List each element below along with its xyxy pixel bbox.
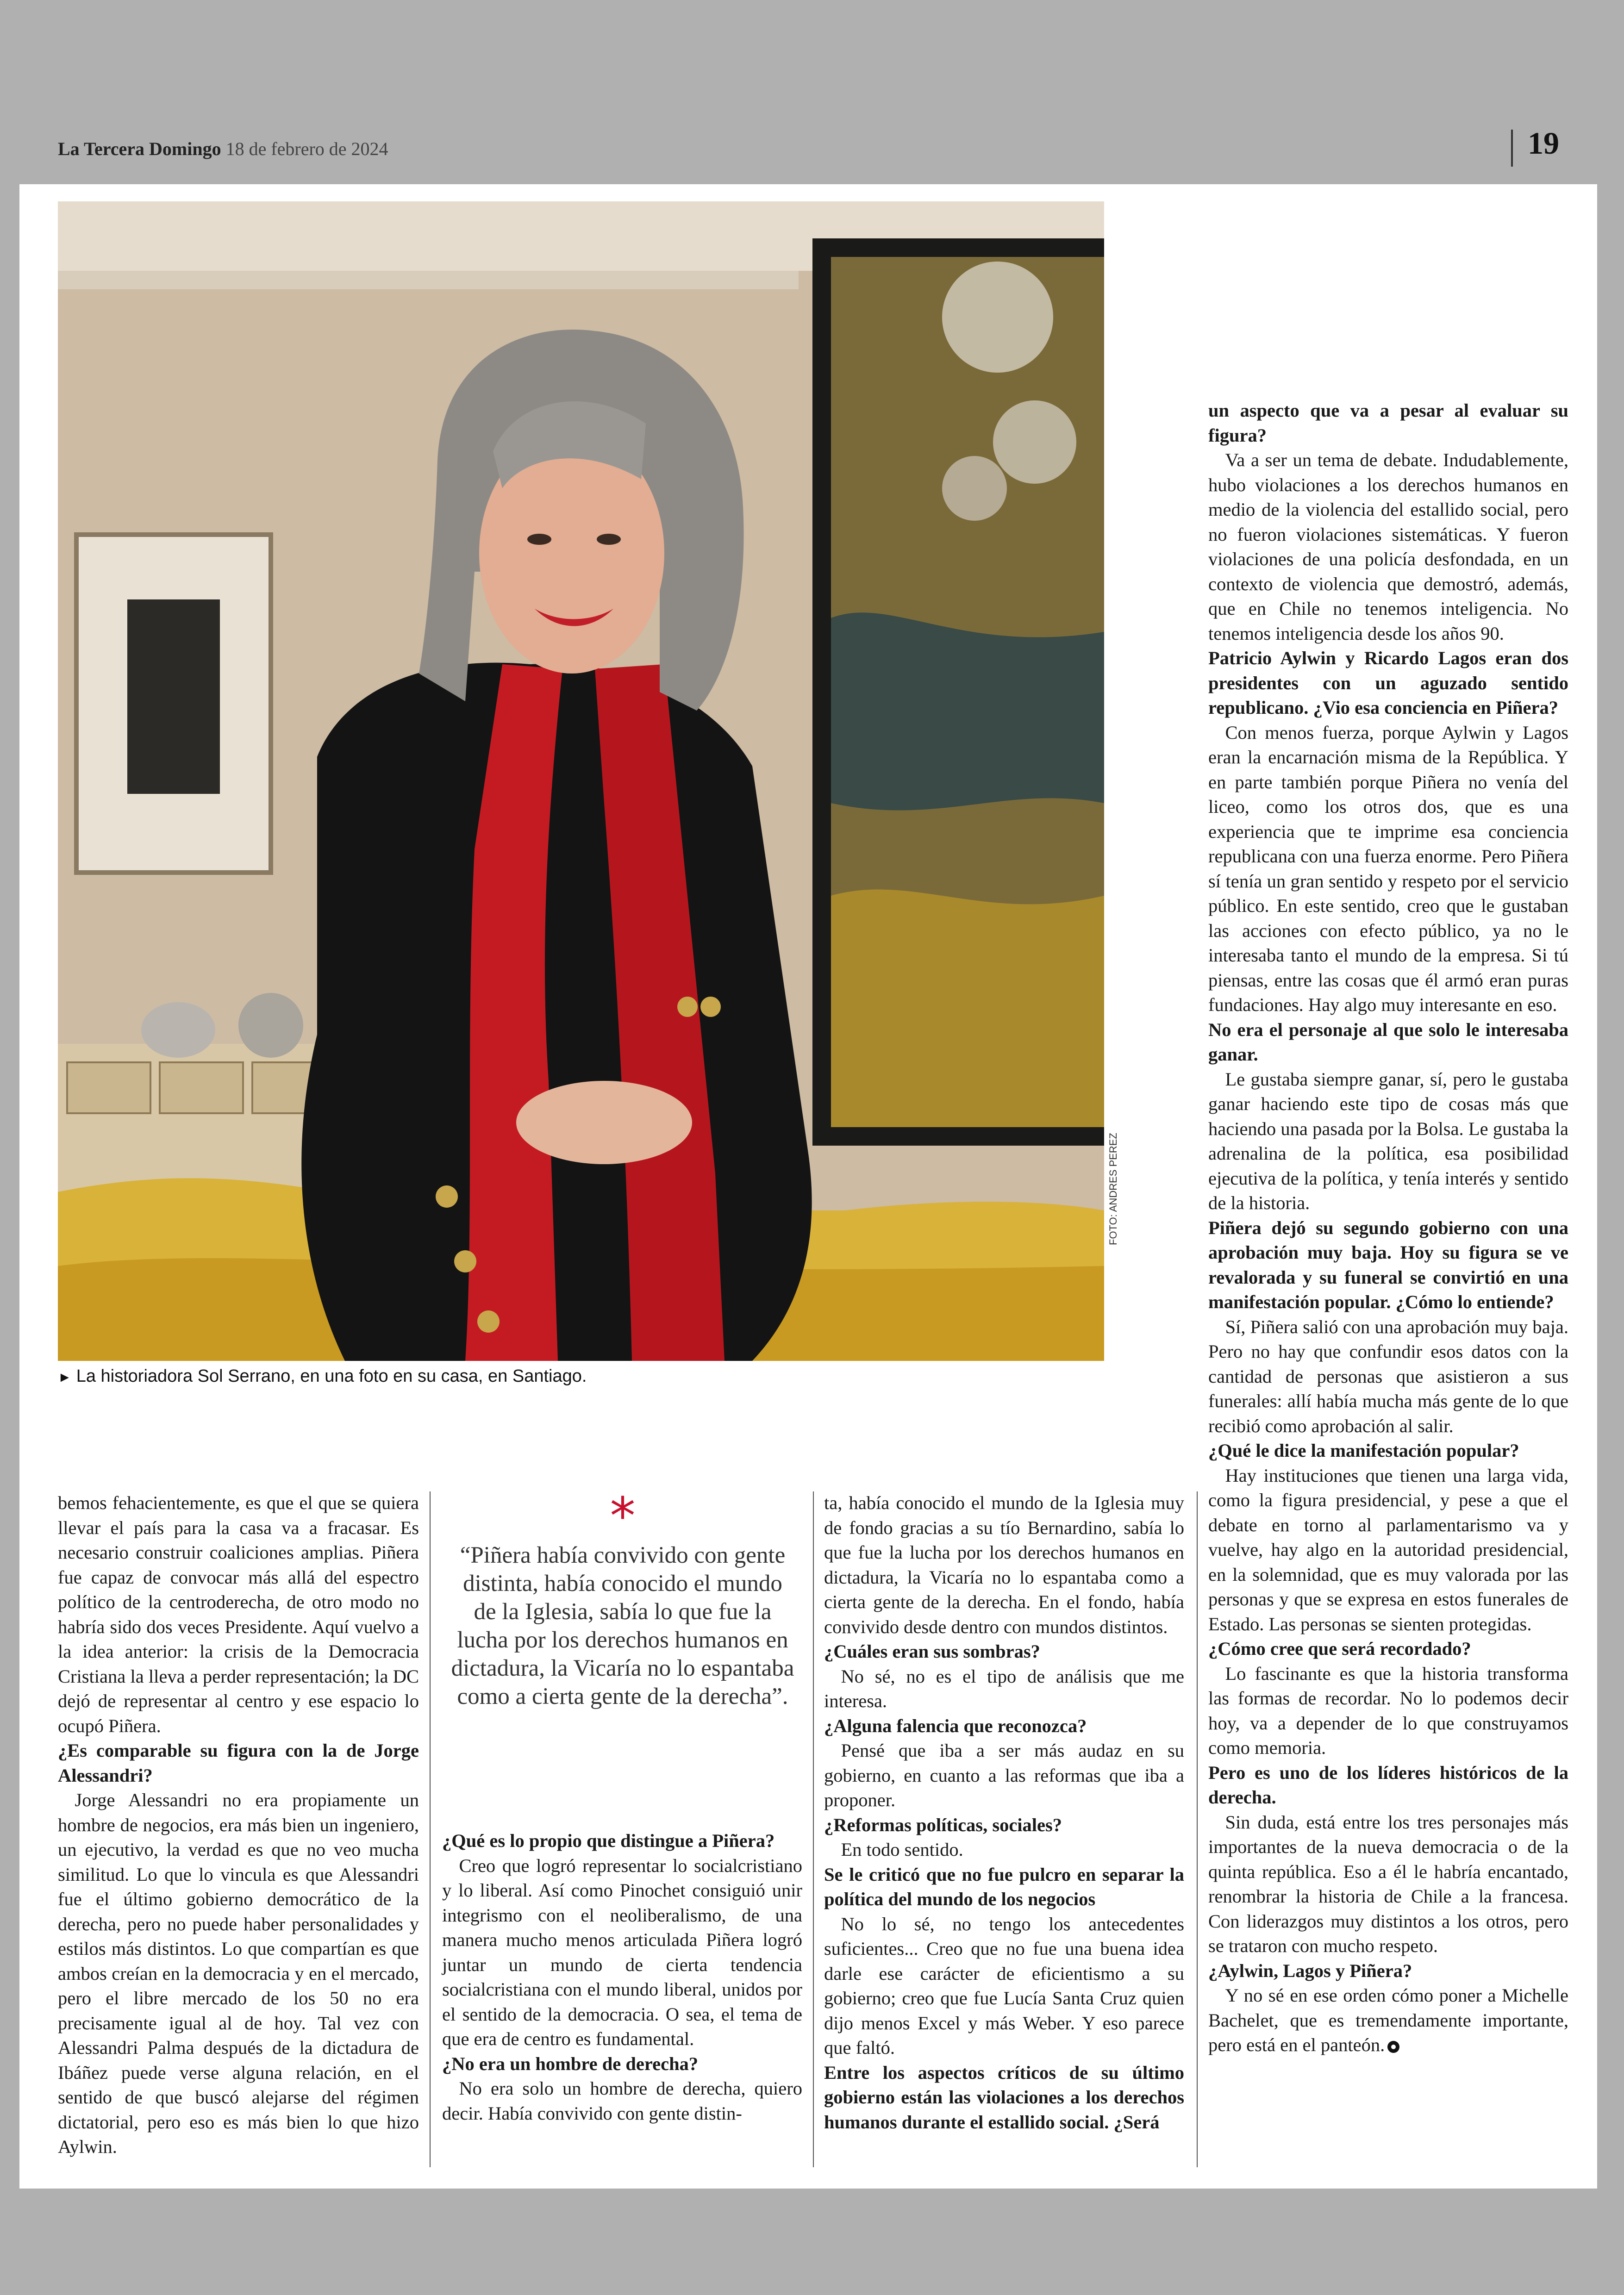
paragraph: No lo sé, no tengo los antecedentes suficientes... Creo que no fue una buena idea darle ese carácter de eficientismo a su gobierno; creo que fue Lucía Santa Cruz quien dijo menos Excel y más Weber. Y eso parece que faltó. bbox=[824, 1913, 1184, 2058]
interview-question: Piñera dejó su segundo gobierno con una aprobación muy baja. Hoy su figura se ve revalorada y su funeral se convirtió en una manifestación popular. ¿Cómo lo entiende? bbox=[1208, 1217, 1568, 1312]
paragraph: Le gustaba siempre ganar, sí, pero le gustaba ganar haciendo este tipo de cosas más que haciendo una pasada por la Bolsa. Le gustaba la adrenalina de la política, esa posibilidad ejecutiva de la política, y tenía interés y sentido de la historia. bbox=[1208, 1068, 1568, 1213]
interview-question: ¿No era un hombre de derecha? bbox=[442, 2053, 699, 2074]
paragraph: bemos fehacientemente, es que el que se quiera llevar el país para la casa va a fracasar. Es necesario construir coaliciones amplias. Piñera fue capaz de convocar más allá del espectro político de la centroderecha, de otro modo no habría sido dos veces Presidente. Aquí vuelvo a la idea anterior: la crisis de la Democracia Cristiana la lleva a perder representación; la DC dejó de representar al centro y ese espacio lo ocupó Piñera. bbox=[58, 1492, 419, 1736]
interview-question: No era el personaje al que solo le interesaba ganar. bbox=[1208, 1019, 1568, 1065]
portrait-photo bbox=[58, 201, 1104, 1361]
caption-arrow-icon: ► bbox=[58, 1370, 72, 1385]
interview-question: Entre los aspectos críticos de su último gobierno están las violaciones a los derechos humanos durante el estallido social. ¿Será bbox=[824, 2062, 1184, 2133]
paragraph: Creo que logró representar lo socialcristiano y lo liberal. Así como Pinochet consiguió unir integrismo con el neoliberalismo, de una manera mucho menos articulada Piñera logró juntar un mundo de cierta tendencia socialcristiana con el mundo liberal, unidos por el sentido de la democracia. O sea, el tema de que era de centro es fundamental. bbox=[442, 1855, 802, 2049]
paragraph bbox=[1208, 1983, 1568, 2058]
interview-question: Se le criticó que no fue pulcro en separar la política del mundo de los negocios bbox=[824, 1864, 1184, 1909]
paragraph: Va a ser un tema de debate. Indudablemente, hubo violaciones a los derechos humanos en medio de la violencia del estallido social, pero no fueron violaciones sistemáticas. Y fueron violaciones de una policía desfondada, en un contexto de violencia que demostró, además, que en Chile no tenemos inteligencia. No tenemos inteligencia desde los años 90. bbox=[1208, 449, 1568, 644]
article-column-1 bbox=[58, 1491, 419, 2159]
article-column-2 bbox=[442, 1828, 802, 2126]
photo-credit: FOTO: ANDRES PEREZ bbox=[1107, 1133, 1119, 1245]
interview-question: ¿Qué es lo propio que distingue a Piñera? bbox=[442, 1830, 775, 1851]
interview-question: ¿Cómo cree que será recordado? bbox=[1208, 1638, 1471, 1659]
interview-question: ¿Cuáles eran sus sombras? bbox=[824, 1641, 1040, 1662]
header-divider bbox=[1511, 130, 1513, 167]
interview-question: ¿Alguna falencia que reconozca? bbox=[824, 1715, 1087, 1736]
article-column-4 bbox=[1208, 398, 1568, 2058]
pull-quote: “Piñera había convivido con gente distinta, había conocido el mundo de la Iglesia, sabía lo que fue la lucha por los derechos humanos en dictadura, la Vicaría no lo espantaba como a cierta gente de la derecha”. bbox=[451, 1542, 794, 1709]
column-divider bbox=[1197, 1491, 1198, 2167]
paragraph: Sí, Piñera salió con una aprobación muy baja. Pero no hay que confundir esos datos con la cantidad de personas que asistieron a sus funerales: allí había mucha más gente de lo que recibió como aprobación al salir. bbox=[1208, 1316, 1568, 1436]
article-column-3 bbox=[824, 1491, 1184, 2134]
publication-date: 18 de febrero de 2024 bbox=[225, 138, 388, 159]
paragraph: Sin duda, está entre los tres personajes más importantes de la nueva democracia o de la quinta república. Eso a él le habría encantado, renombrar la historia de Chile a la francesa. Con liderazgos muy distintos a los otros, pero se trataron con mucho respeto. bbox=[1208, 1811, 1568, 1956]
photo-caption bbox=[58, 1366, 587, 1386]
paragraph: No sé, no es el tipo de análisis que me interesa. bbox=[824, 1665, 1184, 1711]
paragraph: Hay instituciones que tienen una larga vida, como la figura presidencial, y pese a que el debate en torno al parlamentarismo va y vuelve, hay algo en la autoridad presidencial, en la solemnidad, que es muy valorada por las personas y que se expresa en estos funerales de Estado. Las personas se sienten protegidas. bbox=[1208, 1465, 1568, 1634]
interview-question: Patricio Aylwin y Ricardo Lagos eran dos presidentes con un aguzado sentido republicano. ¿Vio esa conciencia en Piñera? bbox=[1208, 648, 1568, 718]
column-divider bbox=[813, 1491, 814, 2167]
interview-question: ¿Es comparable su figura con la de Jorge Alessandri? bbox=[58, 1740, 419, 1786]
interview-question: ¿Aylwin, Lagos y Piñera? bbox=[1208, 1960, 1412, 1981]
page-number: 19 bbox=[1528, 125, 1559, 161]
interview-question: Pero es uno de los líderes históricos de la derecha. bbox=[1208, 1762, 1568, 1808]
paragraph: Lo fascinante es que la historia transforma las formas de recordar. No lo podemos decir hoy, va a depender de lo que construyamos como memoria. bbox=[1208, 1663, 1568, 1758]
paragraph: No era solo un hombre de derecha, quiero decir. Había convivido con gente distin- bbox=[442, 2078, 802, 2124]
paragraph: Jorge Alessandri no era propiamente un hombre de negocios, era más bien un ingeniero, un ejecutivo, la verdad es que no veo mucha similitud. Lo que lo vincula es que Alessandri fue el último gobierno democrático de la derecha, pero no puede haber personalidades y estilos más distintos. Lo que compartían es que ambos creían en la democracia y en el mercado, pero el libre mercado de los 50 no era precisamente igual al de hoy. Tal vez con Alessandri Palma después de la dictadura de Ibáñez puede verse alguna relación, en el sentido de que buscó alejarse del régimen dictatorial, pero eso es más bien lo que hizo Aylwin. bbox=[58, 1790, 419, 2157]
asterisk-icon: * bbox=[610, 1486, 636, 1546]
paragraph: Con menos fuerza, porque Aylwin y Lagos eran la encarnación misma de la República. Y en parte también porque Piñera no venía del liceo, como los otros dos, que es una experiencia que te imprime esa conciencia republicana con una fuerza enorme. Pero Piñera sí tenía un gran sentido y respeto por el servicio público. En este sentido, creo que le gustaban las acciones con efecto público, ya no le interesaba tanto el mundo de la empresa. Si tú piensas, entre las cosas que él armó eran puras fundaciones. Hay algo muy interesante en eso. bbox=[1208, 722, 1568, 1015]
caption-text: La historiadora Sol Serrano, en una foto en su casa, en Santiago. bbox=[76, 1366, 587, 1386]
page-header bbox=[58, 138, 388, 160]
paragraph-text: Y no sé en ese orden cómo poner a Michelle Bachelet, que es tremendamente importante, pero está en el panteón. bbox=[1208, 1985, 1568, 2055]
interview-question: ¿Qué le dice la manifestación popular? bbox=[1208, 1440, 1519, 1461]
interview-question: un aspecto que va a pesar al evaluar su figura? bbox=[1208, 400, 1568, 446]
interview-question: ¿Reformas políticas, sociales? bbox=[824, 1814, 1062, 1835]
portrait-illustration bbox=[58, 201, 1104, 1361]
column-divider bbox=[430, 1491, 431, 2167]
paragraph: Pensé que iba a ser más audaz en su gobierno, en cuanto a las reformas que iba a proponer. bbox=[824, 1740, 1184, 1810]
end-of-article-icon bbox=[1387, 2041, 1399, 2053]
publication-name: La Tercera Domingo bbox=[58, 138, 221, 159]
paragraph: En todo sentido. bbox=[841, 1839, 963, 1860]
paragraph: ta, había conocido el mundo de la Iglesia muy de fondo gracias a su tío Bernardino, sabía lo que fue la lucha por los derechos humanos en dictadura, la Vicaría no lo espantaba como a cierta gente de la derecha. En el fondo, había convivido desde dentro con mundos distintos. bbox=[824, 1492, 1184, 1637]
pull-quote-block bbox=[449, 1486, 796, 1711]
